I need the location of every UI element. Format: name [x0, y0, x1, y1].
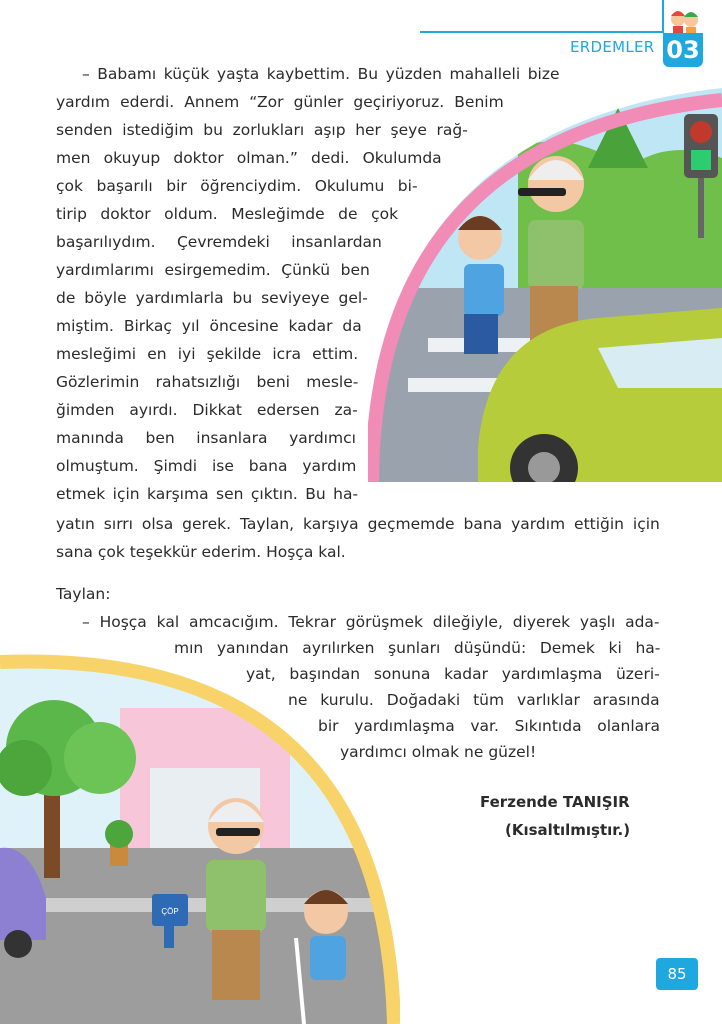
text-line: yatın sırrı olsa gerek. Taylan, karşıya geçmemde bana yardım ettiğin için — [56, 515, 660, 533]
text-line: senden istediğim bu zorlukları aşıp her şeye rağ- — [56, 121, 468, 139]
text-line: başarılıydım. Çevremdeki insanlardan — [56, 233, 382, 251]
shortened-note: (Kısaltılmıştır.) — [505, 821, 631, 839]
text-line: men okuyup doktor olman.” dedi. Okulumda — [56, 149, 442, 167]
text-line: mın yanından ayrılırken şunları düşündü: Demek ki ha- — [174, 639, 661, 657]
kids-mascot-icon — [667, 4, 701, 34]
author-name: Ferzende TANIŞIR — [480, 793, 630, 811]
header-rule-vertical — [662, 0, 664, 33]
text-line: sana çok teşekkür ederim. Hoşça kal. — [56, 543, 346, 561]
bin-label: ÇÖP — [161, 907, 179, 916]
text-line: – Babamı küçük yaşta kaybettim. Bu yüzden mahalleli bize — [82, 65, 560, 83]
page-number: 85 — [656, 958, 698, 990]
text-line: olmuştum. Şimdi ise bana yardım — [56, 457, 357, 475]
text-line: etmek için karşıma sen çıktın. Bu ha- — [56, 485, 359, 503]
text-line: – Hoşça kal amcacığım. Tekrar görüşmek dileğiyle, diyerek yaşlı ada- — [82, 613, 660, 631]
text-line: tirip doktor oldum. Mesleğimde de çok — [56, 205, 399, 223]
speaker-label: Taylan: — [56, 585, 111, 603]
text-line: çok başarılı bir öğrenciydim. Okulumu bi- — [56, 177, 418, 195]
header-rule — [420, 31, 664, 33]
text-line: yat, başından sonuna kadar yardımlaşma üzeri- — [246, 665, 660, 683]
text-line: miştim. Birkaç yıl öncesine kadar da — [56, 317, 362, 335]
chapter-number-badge: 03 — [663, 33, 703, 67]
text-line: manında ben insanlara yardımcı — [56, 429, 356, 447]
text-line: yardımcı olmak ne güzel! — [340, 743, 537, 761]
text-line: yardım ederdi. Annem “Zor günler geçiriyoruz. Benim — [56, 93, 504, 111]
text-line: de böyle yardımlarla bu seviyeye gel- — [56, 289, 368, 307]
chapter-title: ERDEMLER — [570, 38, 655, 56]
text-line: mesleğimi en iyi şekilde icra ettim. — [56, 345, 359, 363]
text-line: ğimden ayırdı. Dikkat edersen za- — [56, 401, 358, 419]
text-line: bir yardımlaşma var. Sıkıntıda olanlara — [318, 717, 661, 735]
text-line: yardımlarımı esirgemedim. Çünkü ben — [56, 261, 370, 279]
text-line: Gözlerimin rahatsızlığı beni mesle- — [56, 373, 359, 391]
text-line: ne kurulu. Doğadaki tüm varlıklar arasında — [288, 691, 660, 709]
